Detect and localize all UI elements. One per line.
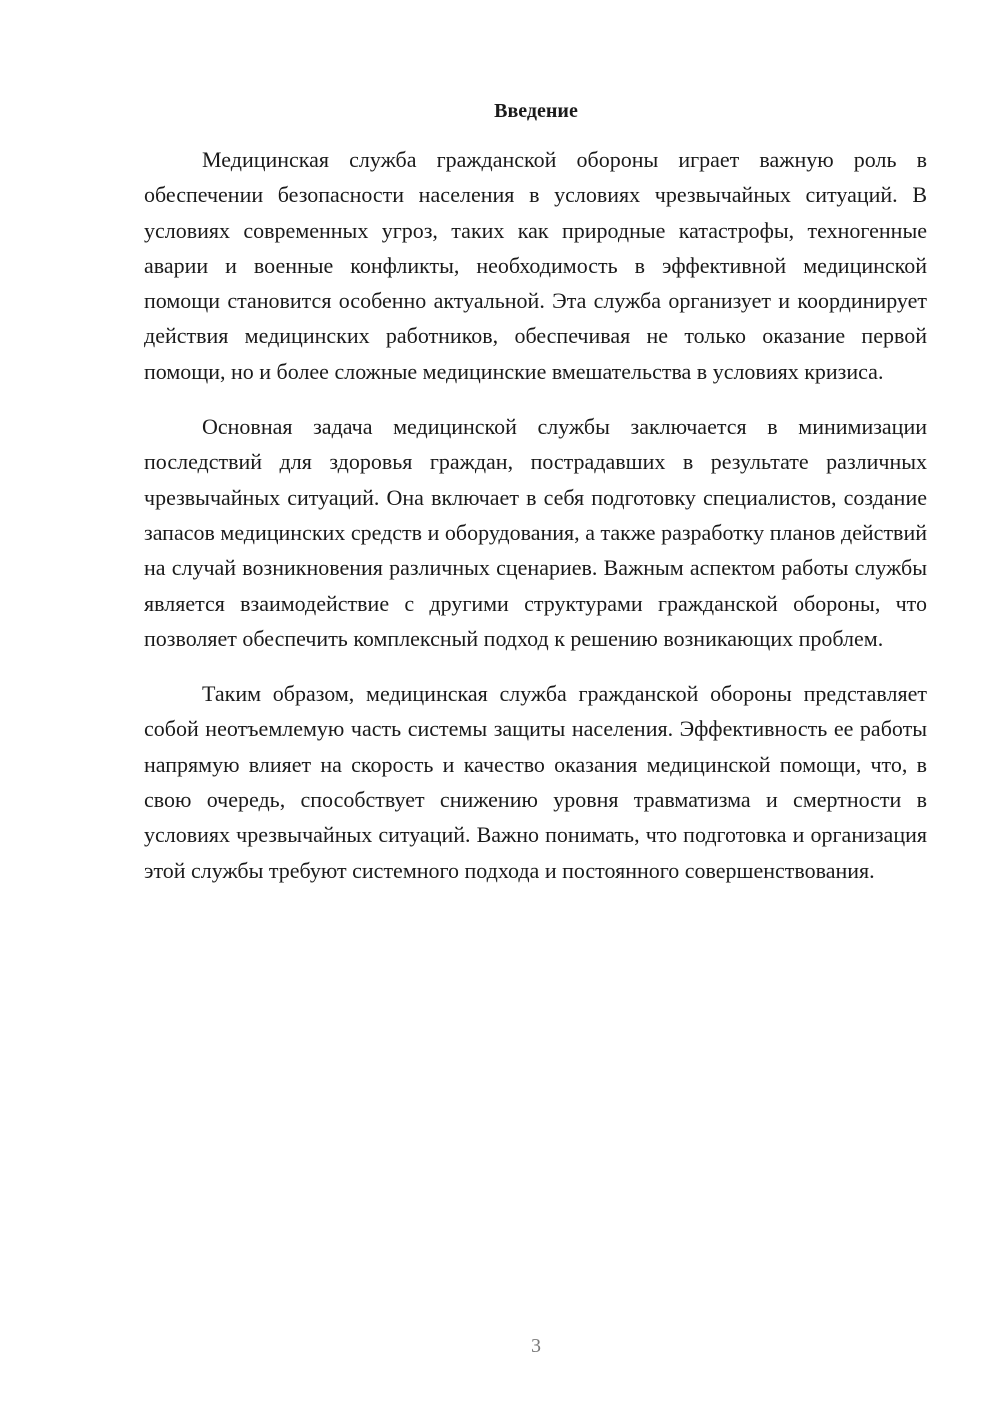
paragraph-3: Таким образом, медицинская служба гражданской обороны представляет собой неотъемлемую часть системы защиты населения. Эффективность ее работы напрямую влияет на скорость и качество оказания медицинской помощи, что, в свою очередь, способствует снижению уровня травматизма и смертности в условиях чрезвычайных ситуаций. Важно понимать, что подготовка и организация этой службы требуют системного подхода и постоянного совершенствования. bbox=[144, 681, 927, 883]
page-number: 3 bbox=[531, 1335, 541, 1357]
body-text bbox=[144, 142, 927, 908]
paragraph-2: Основная задача медицинской службы заключается в минимизации последствий для здоровья граждан, пострадавших в результате различных чрезвычайных ситуаций. Она включает в себя подготовку специалистов, создание запасов медицинских средств и оборудования, а также разработку планов действий на случай возникновения различных сценариев. Важным аспектом работы службы является взаимодействие с другими структурами гражданской обороны, что позволяет обеспечить комплексный подход к решению возникающих проблем. bbox=[144, 414, 927, 651]
paragraph-1: Медицинская служба гражданской обороны играет важную роль в обеспечении безопасности населения в условиях чрезвычайных ситуаций. В условиях современных угроз, таких как природные катастрофы, техногенные аварии и военные конфликты, необходимость в эффективной медицинской помощи становится особенно актуальной. Эта служба организует и координирует действия медицинских работников, обеспечивая не только оказание первой помощи, но и более сложные медицинские вмешательства в условиях кризиса. bbox=[144, 147, 927, 384]
section-heading: Введение bbox=[494, 100, 578, 122]
